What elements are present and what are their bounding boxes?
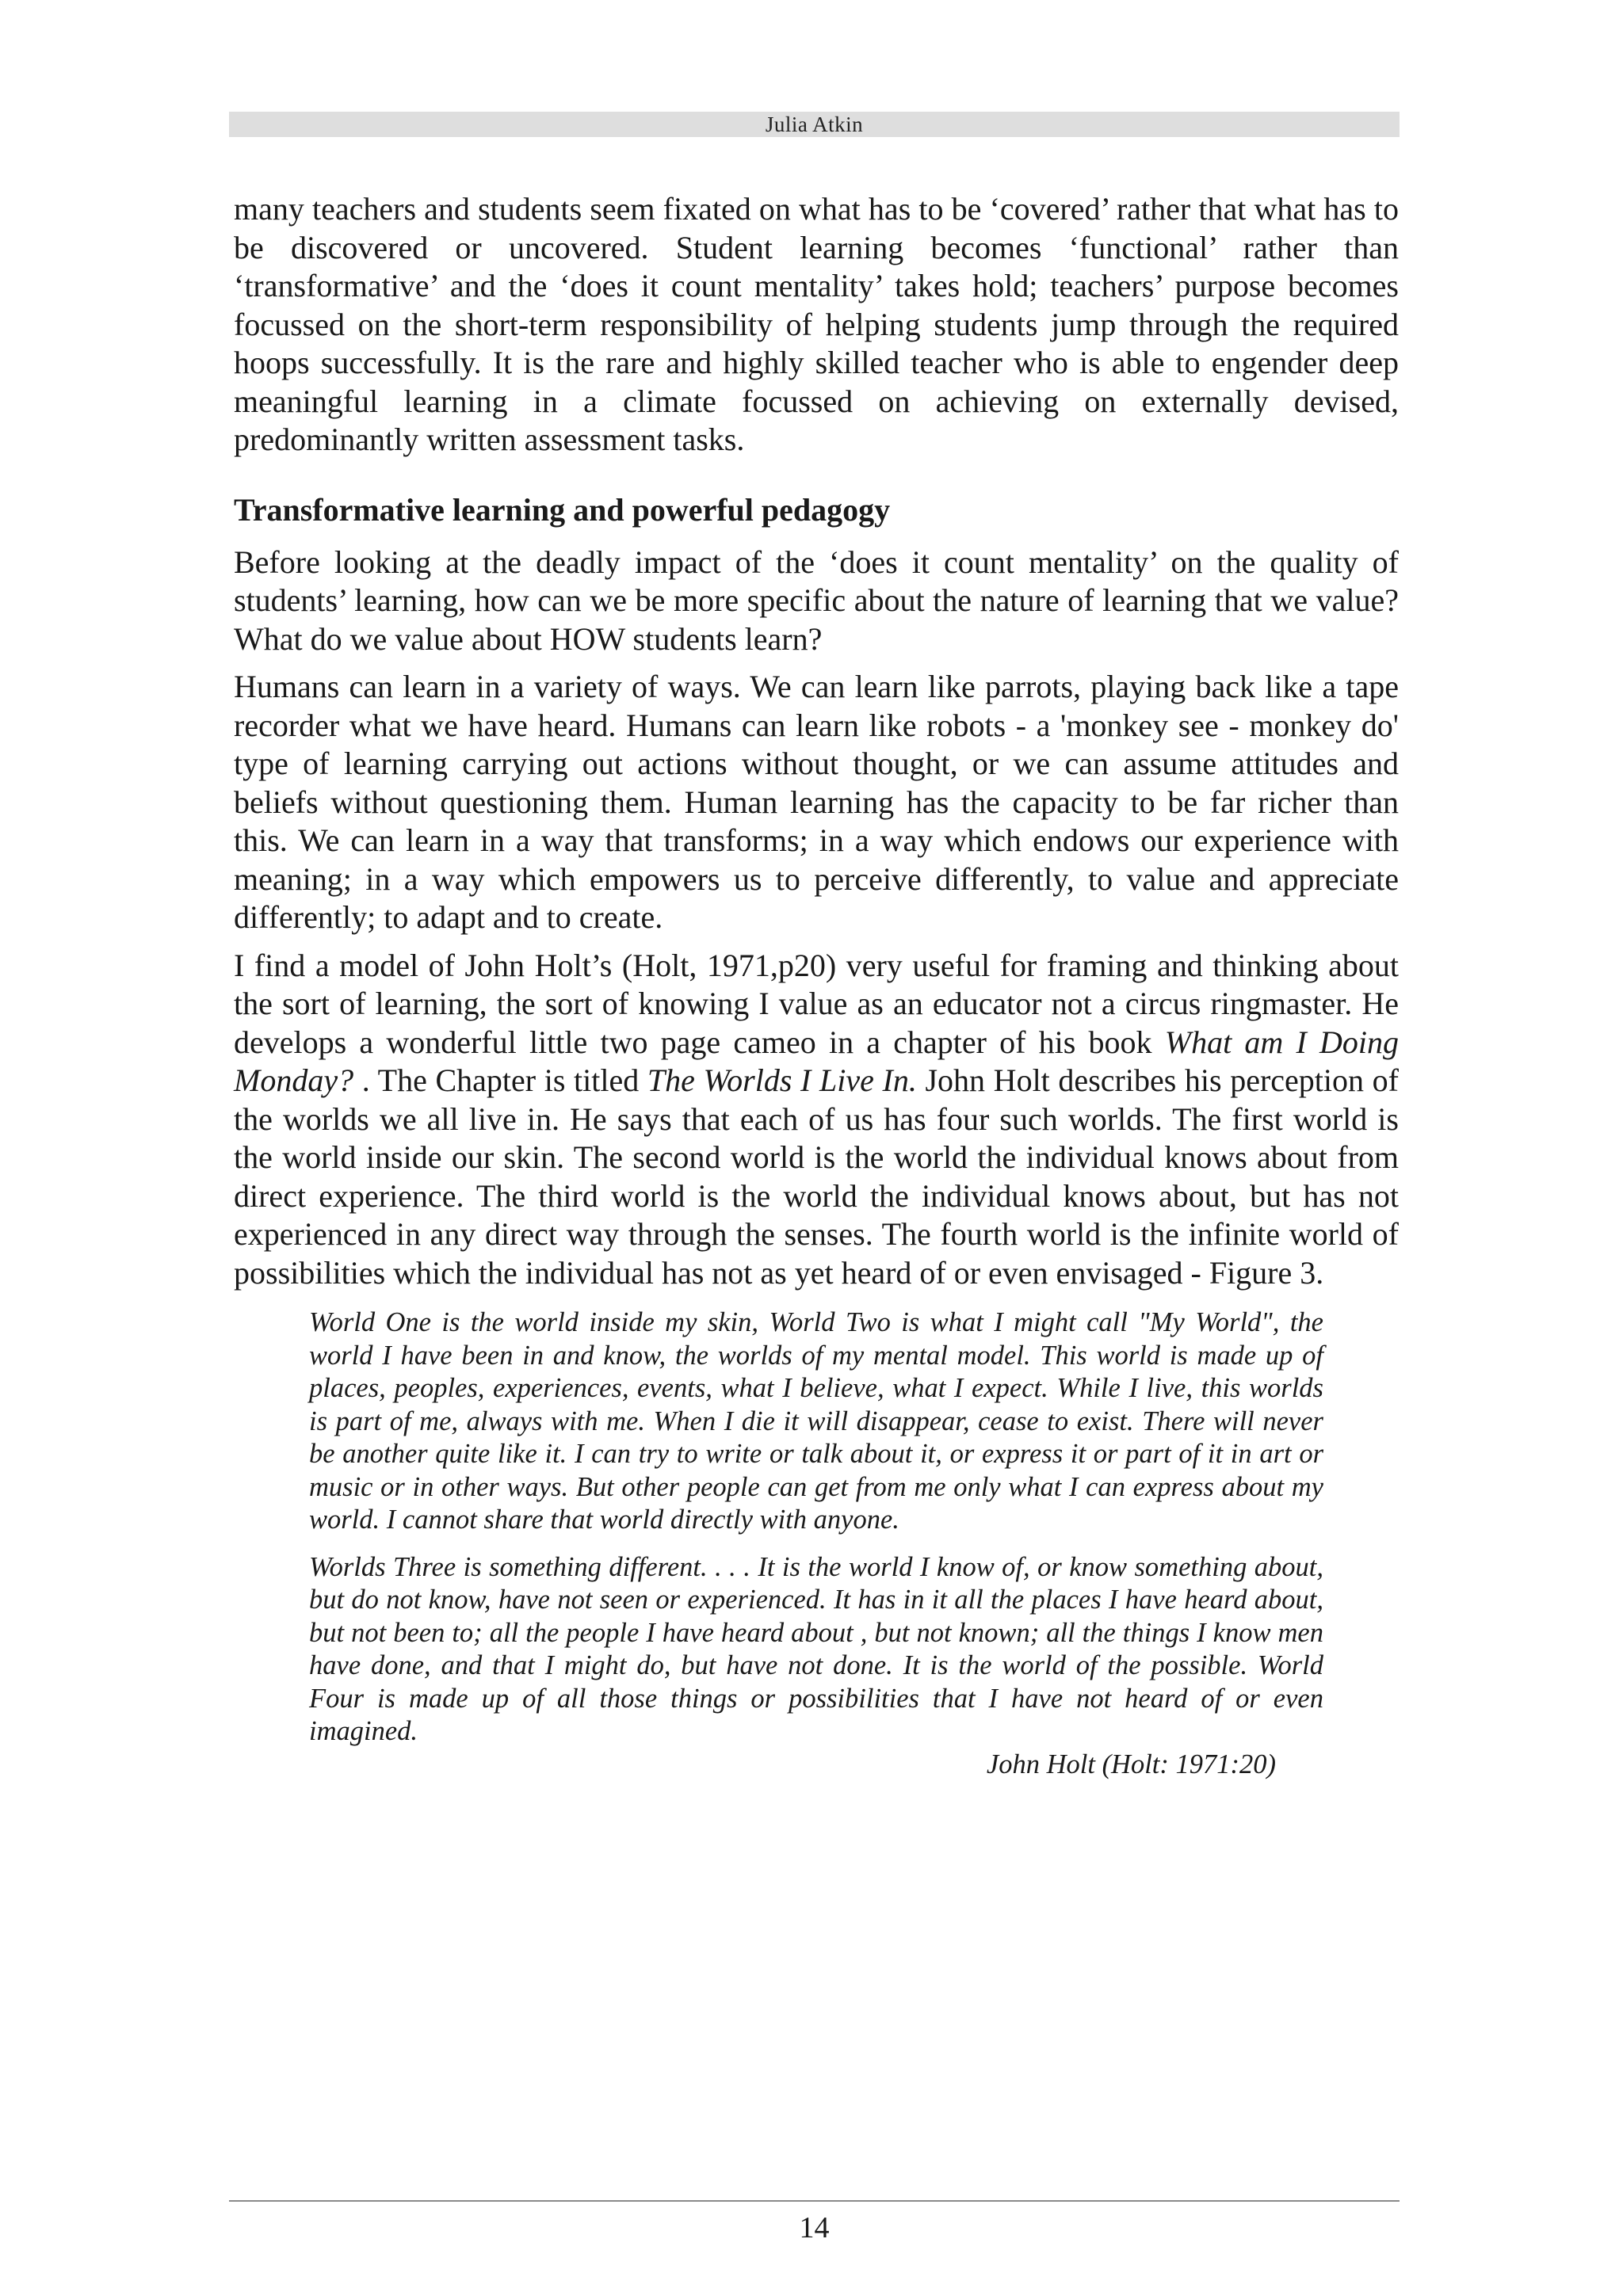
intro-paragraph: many teachers and students seem fixated on what has to be ‘covered’ rather that what has to be discovered or uncovered. Student learning becomes ‘functional’ rather than ‘transformative’ and the ‘does it count mentality’ takes hold; teachers’ purpose becomes focussed on the short-term responsibility of helping students jump through the required hoops successfully. It is the rare and highly skilled teacher who is able to engender deep meaningful learning in a climate focussed on achieving on externally devised, predominantly written assessment tasks.	[234, 191, 1399, 457]
holt-paragraph	[234, 947, 1399, 1293]
section-heading: Transformative learning and powerful pedagogy	[234, 491, 891, 528]
holt-text-mid: . The Chapter is titled	[353, 1062, 647, 1098]
footer-divider	[229, 2200, 1400, 2202]
holt-text-end: John Holt describes his perception of the worlds we all live in. He says that each of us has four such worlds. The first world is the world inside our skin. The second world is the world the individual knows about from direct experience. The third world is the world the individual knows about, but has not experienced in any direct way through the senses. The fourth world is the infinite world of possibilities which the individual has not as yet heard of or even envisaged - Figure 3.	[234, 1062, 1399, 1291]
value-paragraph: Before looking at the deadly impact of the ‘does it count mentality’ on the quality of students’ learning, how can we be more specific about the nature of learning that we value? What do we value about HOW students learn?	[234, 543, 1399, 657]
quote-paragraph-two: Worlds Three is something different. . . . It is the world I know of, or know something about, but do not know, have not seen or experienced. It has in it all the places I have heard about, but not been to; all the people I have heard about , but not known; all the things I know men have done, and that I might do, but have not done. It is the world of the possible. World Four is made up of all those things or possibilities that I have not heard of or even imagined.	[309, 1551, 1323, 1746]
quote-paragraph-one: World One is the world inside my skin, World Two is what I might call "My World", the world I have been in and know, the worlds of my mental model. This world is made up of places, peoples, experiences, events, what I believe, what I expect. While I live, this worlds is part of me, always with me. When I die it will disappear, cease to exist. There will never be another quite like it. I can try to write or talk about it, or express it or part of it in art or music or in other ways. But other people can get from me only what I can express about my world. I cannot share that world directly with anyone.	[309, 1307, 1323, 1535]
chapter-title: The Worlds I Live In.	[647, 1062, 917, 1098]
book-title: What am I Doing Monday?	[234, 1024, 1399, 1098]
block-quote	[309, 1306, 1323, 1781]
humans-paragraph: Humans can learn in a variety of ways. We can learn like parrots, playing back like a tape recorder what we have heard. Humans can learn like robots - a 'monkey see - monkey do' type of learning carrying out actions without thought, or we can assume attitudes and beliefs without questioning them. Human learning has the capacity to be far richer than this. We can learn in a way that transforms; in a way which endows our experience with meaning; in a way which empowers us to perceive differently, to value and appreciate differently; to adapt and to create.	[234, 669, 1399, 935]
holt-text-start: I find a model of John Holt’s (Holt, 1971,p20) very useful for framing and thinking about the sort of learning, the sort of knowing I value as an educator not a circus ringmaster. He develops a wonderful little two page cameo in a chapter of his book	[234, 947, 1399, 1060]
page-body	[234, 190, 1399, 1795]
running-header	[229, 112, 1400, 137]
header-author: Julia Atkin	[765, 113, 864, 136]
quote-attribution: John Holt (Holt: 1971:20)	[986, 1749, 1276, 1779]
page-number: 14	[799, 2211, 830, 2245]
